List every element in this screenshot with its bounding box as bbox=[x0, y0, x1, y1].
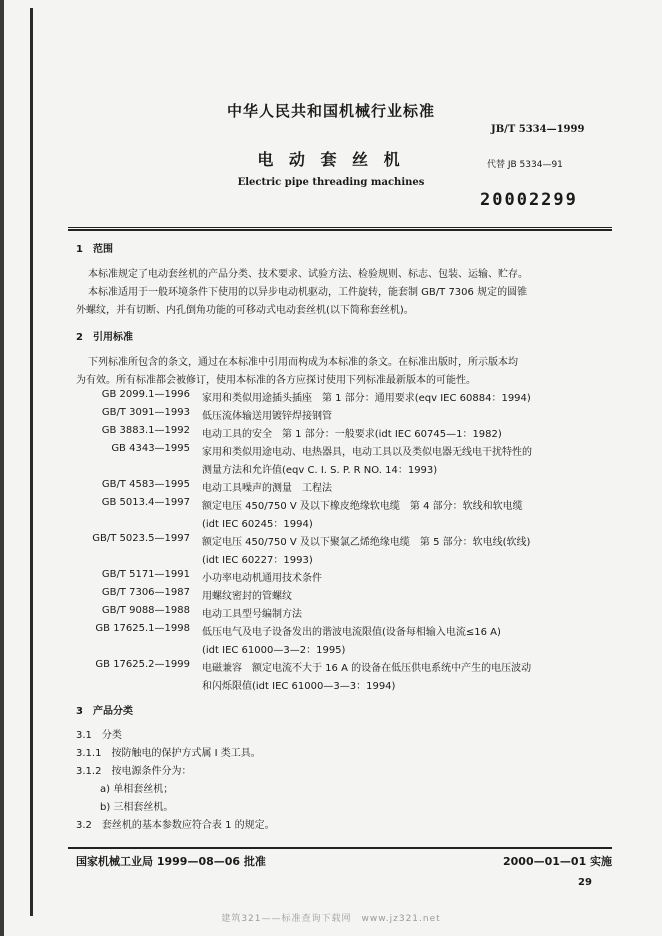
ref-code: GB/T 5171—1991 bbox=[101, 569, 190, 580]
section-1-heading: 1 范围 bbox=[76, 244, 113, 255]
ref-desc: 用螺纹密封的管螺纹 bbox=[202, 591, 292, 602]
list-item-b: b) 三相套丝机。 bbox=[100, 802, 174, 813]
organization-heading: 中华人民共和国机械行业标准 bbox=[226, 102, 435, 120]
ref-desc: 低压流体输送用镀锌焊接钢管 bbox=[202, 411, 332, 422]
ref-code: GB/T 9088—1988 bbox=[101, 605, 190, 616]
ref-desc: 电动工具的安全 第 1 部分：一般要求(idt IEC 60745—1：1982) bbox=[202, 429, 502, 440]
page-number: 29 bbox=[578, 877, 592, 888]
ref-desc: 低压电气及电子设备发出的谐波电流限值(设备每相输入电流≤16 A) bbox=[202, 627, 501, 638]
header-rule bbox=[68, 227, 612, 228]
handwritten-number: 20002299 bbox=[480, 190, 578, 210]
ref-code: GB 2099.1—1996 bbox=[101, 389, 190, 400]
ref-code: GB/T 4583—1995 bbox=[101, 479, 190, 490]
header-rule-thick bbox=[68, 229, 612, 231]
section-2-intro-line-1: 下列标准所包含的条文，通过在本标准中引用而构成为本标准的条文。在标准出版时，所示版本均 bbox=[88, 357, 518, 368]
scan-edge-bar bbox=[0, 0, 4, 936]
scan-binding-line bbox=[30, 8, 33, 916]
clause-3-1-2: 3.1.2 按电源条件分为： bbox=[76, 766, 192, 777]
section-2-heading: 2 引用标准 bbox=[76, 332, 133, 343]
ref-desc: 额定电压 450/750 V 及以下橡皮绝缘软电缆 第 4 部分：软线和软电缆 bbox=[202, 501, 523, 512]
watermark: 建筑321——标准查询下载网 www.jz321.net bbox=[221, 914, 441, 924]
approval-date: 国家机械工业局 1999—08—06 批准 bbox=[76, 855, 266, 868]
standard-code: JB/T 5334—1999 bbox=[491, 124, 585, 135]
ref-code: GB 17625.1—1998 bbox=[95, 623, 190, 634]
section-1-paragraph-2-line-2: 外螺纹，并有切断、内孔倒角功能的可移动式电动套丝机(以下简称套丝机)。 bbox=[76, 305, 414, 316]
clause-3-1: 3.1 分类 bbox=[76, 730, 122, 741]
ref-desc: 额定电压 450/750 V 及以下聚氯乙烯绝缘电缆 第 5 部分：软电线(软线) bbox=[202, 537, 531, 548]
clause-3-2: 3.2 套丝机的基本参数应符合表 1 的规定。 bbox=[76, 820, 275, 831]
ref-desc: 小功率电动机通用技术条件 bbox=[202, 573, 322, 584]
ref-desc-continued: 测量方法和允许值(eqv C. I. S. P. R NO. 14：1993) bbox=[202, 465, 438, 476]
ref-desc: 家用和类似用途插头插座 第 1 部分：通用要求(eqv IEC 60884：1994) bbox=[202, 393, 531, 404]
ref-code: GB/T 7306—1987 bbox=[101, 587, 190, 598]
footer-rule bbox=[68, 847, 612, 849]
section-2-intro-line-2: 为有效。所有标准都会被修订，使用本标准的各方应探讨使用下列标准最新版本的可能性。 bbox=[76, 375, 476, 386]
list-item-a: a) 单相套丝机； bbox=[100, 784, 174, 795]
ref-code: GB/T 5023.5—1997 bbox=[92, 533, 190, 544]
section-3-heading: 3 产品分类 bbox=[76, 706, 133, 717]
ref-code: GB 5013.4—1997 bbox=[101, 497, 190, 508]
replaces-note: 代替 JB 5334—91 bbox=[487, 160, 563, 170]
ref-code: GB 3883.1—1992 bbox=[101, 425, 190, 436]
ref-code: GB 4343—1995 bbox=[111, 443, 190, 454]
ref-code: GB/T 3091—1993 bbox=[101, 407, 190, 418]
document-title-en: Electric pipe threading machines bbox=[237, 177, 425, 188]
ref-desc-continued: (idt IEC 60227：1993) bbox=[202, 555, 313, 566]
ref-desc: 电磁兼容 额定电流不大于 16 A 的设备在低压供电系统中产生的电压波动 bbox=[202, 663, 532, 674]
ref-desc: 电动工具噪声的测量 工程法 bbox=[202, 483, 332, 494]
implementation-date: 2000—01—01 实施 bbox=[503, 855, 613, 868]
section-1-paragraph-1: 本标准规定了电动套丝机的产品分类、技术要求、试验方法、检验规则、标志、包装、运输、贮存。 bbox=[88, 269, 528, 280]
ref-desc-continued: (idt IEC 60245：1994) bbox=[202, 519, 313, 530]
section-1-paragraph-2-line-1: 本标准适用于一般环境条件下使用的以异步电动机驱动，工件旋转，能套制 GB/T 7306 规定的圆锥 bbox=[88, 287, 528, 298]
document-title-cn: 电 动 套 丝 机 bbox=[257, 150, 405, 169]
ref-desc: 家用和类似用途电动、电热器具，电动工具以及类似电器无线电干扰特性的 bbox=[202, 447, 532, 458]
ref-desc-continued: 和闪烁限值(idt IEC 61000—3—3：1994) bbox=[202, 681, 396, 692]
ref-desc: 电动工具型号编制方法 bbox=[202, 609, 302, 620]
clause-3-1-1: 3.1.1 按防触电的保护方式属 Ⅰ 类工具。 bbox=[76, 748, 261, 759]
ref-code: GB 17625.2—1999 bbox=[95, 659, 190, 670]
ref-desc-continued: (idt IEC 61000—3—2：1995) bbox=[202, 645, 346, 656]
